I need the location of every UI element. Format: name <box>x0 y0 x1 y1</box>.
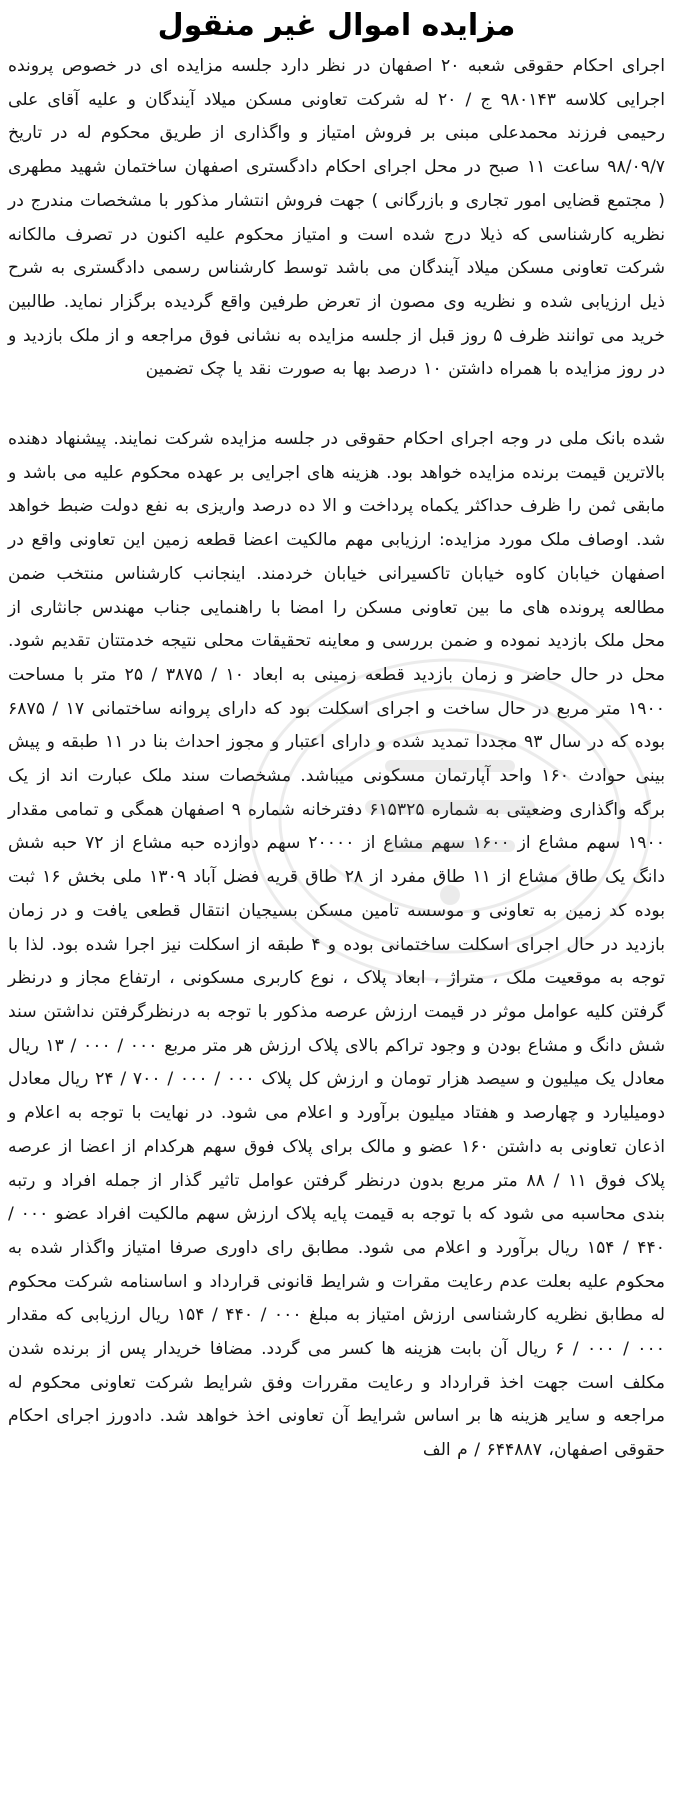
notice-paragraph-1: اجرای احکام حقوقی شعبه ۲۰ اصفهان در نظر دارد جلسه مزایده ای در خصوص پرونده اجرایی کلاسه ۹۸۰۱۴۳ ج / ۲۰ له شرکت تعاونی مسکن میلاد آیندگان و علیه آقای علی رحیمی فرزند محمدعلی مبنی بر فروش امتیاز و واگذاری از طریق محکوم له در تاریخ ۹۸/۰۹/۷ ساعت ۱۱ صبح در محل اجرای احکام دادگستری اصفهان ساختمان شهید مطهری ( مجتمع قضایی امور تجاری و بازرگانی ) جهت فروش انتشار مذکور با مشخصات مندرج در نظریه کارشناسی که ذیلا درج شده است و امتیاز محکوم علیه اکنون در تصرف مالکانه شرکت تعاونی مسکن میلاد آیندگان می باشد توسط کارشناس رسمی دادگستری به شرح ذیل ارزیابی شده و نظریه وی مصون از تعرض طرفین واقع گردیده برگزار نماید. طالبین خرید می توانند ظرف ۵ روز قبل از جلسه مزایده به نشانی فوق مراجعه و از ملک بازدید و در روز مزایده با همراه داشتن ۱۰ درصد بها به صورت نقد یا چک تضمین <box>8 56 666 380</box>
paragraph-gap <box>8 387 665 423</box>
notice-paragraph-2: شده بانک ملی در وجه اجرای احکام حقوقی در جلسه مزایده شرکت نمایند. پیشنهاد دهنده بالاترین قیمت برنده مزایده خواهد بود. هزینه های اجرایی بر عهده محکوم علیه می باشد و مابقی ثمن را ظرف حداکثر یکماه پرداخت و الا ده درصد واریزی به نفع دولت ضبط خواهد شد. اوصاف ملک مورد مزایده: ارزیابی مهم مالکیت اعضا قطعه زمین این تعاونی واقع در اصفهان خیابان کاوه خیابان تاکسیرانی خیابان خردمند. اینجانب کارشناس منتخب ضمن مطالعه پرونده های ما بین تعاونی مسکن را امضا با راهنمایی جناب مهندس جانثاری از محل ملک بازدید نموده و ضمن بررسی و معاینه تحقیقات محلی نتیجه خدمتتان تقدیم شود. محل در حال حاضر و زمان بازدید قطعه زمینی به ابعاد ۱۰ / ۳۸۷۵ / ۲۵ متر با مساحت ۱۹۰۰ متر مربع در حال ساخت و اجرای اسکلت بود که دارای پروانه ساختمانی ۱۷ / ۶۸۷۵ بوده که در سال ۹۳ مجددا تمدید شده و دارای اعتبار و مجوز احداث بنا در ۱۱ طبقه و پیش بینی حوادث ۱۶۰ واحد آپارتمان مسکونی میباشد. مشخصات سند ملک عبارت اند از یک برگه واگذاری وضعیتی به شماره ۶۱۵۳۲۵ دفترخانه شماره ۹ اصفهان همگی و تمامی مقدار ۱۹۰۰ سهم مشاع از ۱۶۰۰ سهم مشاع از ۲۰۰۰۰ سهم دوازده حبه مشاع از ۷۲ حبه شش دانگ یک طاق مشاع از ۱۱ طاق مفرد از ۲۸ طاق قریه فضل آباد ۱۳۰۹ ملی بخش ۱۶ ثبت بوده کد زمین به تعاونی و موسسه تامین مسکن بسیجیان انتقال قطعی یافت و در زمان بازدید در حال اجرای اسکلت ساختمانی بوده و ۴ طبقه از اسکلت نیز اجرا شده بود. لذا با توجه به موقعیت ملک ، متراژ ، ابعاد پلاک ، نوع کاربری مسکونی ، ارتفاع مجاز و درنظر گرفتن کلیه عوامل موثر در قیمت ارزش عرصه مذکور با توجه به درنظرگرفتن نداشتن سند شش دانگ و مشاع بودن و وجود تراکم بالای پلاک ارزش هر متر مربع ۰۰۰ / ۰۰۰ / ۱۳ ریال معادل یک میلیون و سیصد هزار تومان و ارزش کل پلاک ۰۰۰ / ۰۰۰ / ۷۰۰ / ۲۴ ریال معادل دومیلیارد و چهارصد و هفتاد میلیون برآورد و اعلام می شود. در نهایت با توجه به اعلام و اذعان تعاونی به داشتن ۱۶۰ عضو و مالک برای پلاک فوق سهم هرکدام از اعضا از عرصه پلاک فوق ۱۱ / ۸۸ متر مربع بدون درنظر گرفتن عوامل تاثیر گذار از جمله افراد و رتبه بندی محاسبه می شود که با توجه به قیمت پایه پلاک ارزش سهم مالکیت افراد عضو ۰۰۰ / ۴۴۰ / ۱۵۴ ریال برآورد و اعلام می شود. مطابق رای داوری صرفا امتیاز واگذار شده به محکوم علیه بعلت عدم رعایت مقرات و شرایط قانونی قرارداد و اساسنامه شرکت محکوم له مطابق نظریه کارشناسی ارزش امتیاز به مبلغ ۰۰۰ / ۴۴۰ / ۱۵۴ ریال ارزیابی که مقدار ۰۰۰ / ۰۰۰ / ۶ ریال آن بابت هزینه ها کسر می گردد. مضافا خریدار پس از برنده شدن مکلف است جهت اخذ قرارداد و رعایت مقررات وفق شرایط شرکت تعاونی محکوم له مراجعه و سایر هزینه ها بر اساس شرایط آن تعاونی اخذ خواهد شد. دادورز اجرای احکام حقوقی اصفهان، ۶۴۴۸۸۷ / م الف <box>8 429 666 1461</box>
notice-title: مزایده اموال غیر منقول <box>157 8 516 43</box>
